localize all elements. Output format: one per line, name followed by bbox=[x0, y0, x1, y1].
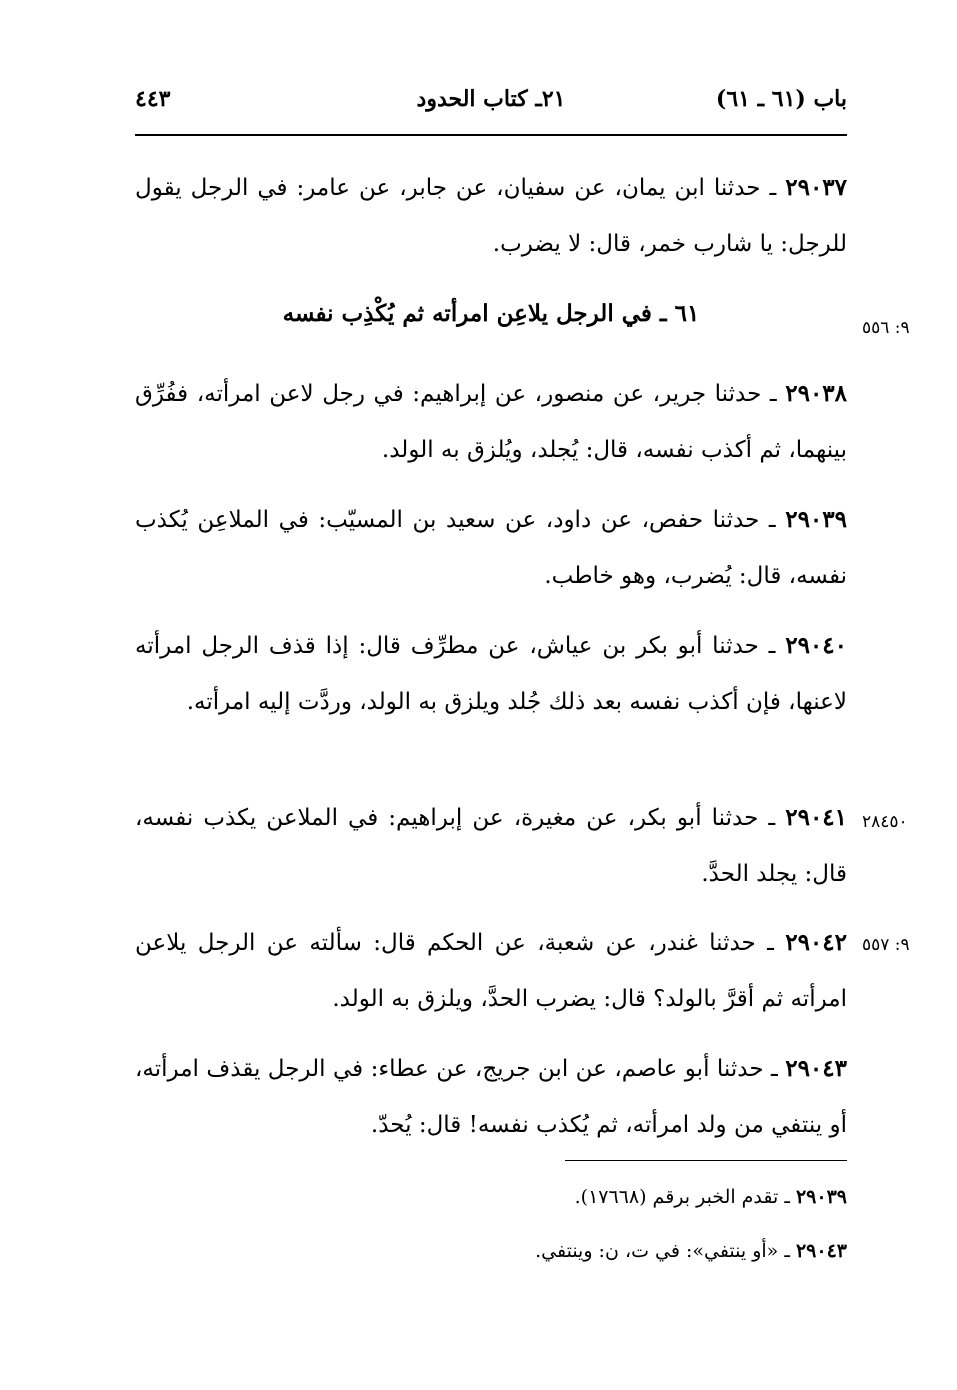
hadith-29039 bbox=[135, 492, 847, 604]
hadith-number: ٢٩٠٣٧ bbox=[785, 174, 848, 201]
footnote-text: ـ «أو ينتفي»: في ت، ن: وينتفي. bbox=[535, 1240, 790, 1262]
footnote-number: ٢٩٠٤٣ bbox=[795, 1240, 847, 1262]
footnote-number: ٢٩٠٣٩ bbox=[795, 1186, 847, 1208]
hadith-number: ٢٩٠٤٢ bbox=[785, 929, 847, 956]
footnote-29039 bbox=[135, 1186, 847, 1208]
header-divider bbox=[135, 134, 847, 136]
header-page-number: ٤٤٣ bbox=[135, 86, 171, 112]
hadith-text: ـ حدثنا أبو عاصم، عن ابن جريج، عن عطاء: في الرجل يقذف امرأته، أو ينتفي من ولد امرأته، ثم يُكذب نفسه! قال: يُحدّ. bbox=[135, 1056, 847, 1138]
hadith-text: ـ حدثنا ابن يمان، عن سفيان، عن جابر، عن عامر: في الرجل يقول للرجل: يا شارب خمر، قال: لا يضرب. bbox=[135, 175, 847, 257]
hadith-29040 bbox=[135, 618, 847, 730]
margin-reference: ٩: ٥٥٦ bbox=[862, 318, 910, 338]
footnote-29043 bbox=[135, 1240, 847, 1262]
hadith-number: ٢٩٠٤٠ bbox=[785, 632, 847, 659]
hadith-number: ٢٩٠٣٨ bbox=[785, 380, 848, 407]
hadith-text: ـ حدثنا حفص، عن داود، عن سعيد بن المسيّب: في الملاعِن يُكذب نفسه، قال: يُضرب، وهو خاطب. bbox=[135, 507, 847, 589]
hadith-text: ـ حدثنا جرير، عن منصور، عن إبراهيم: في رجل لاعن امرأته، ففُرِّق بينهما، ثم أكذب نفسه، قال: يُجلد، ويُلزق به الولد. bbox=[135, 381, 847, 463]
page-header bbox=[135, 86, 847, 122]
hadith-number: ٢٩٠٣٩ bbox=[785, 506, 847, 533]
margin-reference: ٢٨٤٥٠ bbox=[862, 812, 908, 832]
header-book-title: ٢١ـ كتاب الحدود bbox=[416, 86, 566, 112]
hadith-number: ٢٩٠٤١ bbox=[785, 804, 848, 831]
hadith-text: ـ حدثنا غندر، عن شعبة، عن الحكم قال: سألته عن الرجل يلاعن امرأته ثم أقرَّ بالولد؟ قال: يضرب الحدَّ، ويلزق به الولد. bbox=[135, 930, 847, 1012]
margin-reference: ٩: ٥٥٧ bbox=[862, 935, 910, 955]
hadith-text: ـ حدثنا أبو بكر، عن مغيرة، عن إبراهيم: في الملاعن يكذب نفسه، قال: يجلد الحدَّ. bbox=[135, 805, 847, 887]
hadith-number: ٢٩٠٤٣ bbox=[785, 1055, 847, 1082]
footnote-divider bbox=[565, 1160, 847, 1161]
footnote-text: ـ تقدم الخبر برقم (١٧٦٦٨). bbox=[574, 1186, 790, 1208]
hadith-29037 bbox=[135, 160, 847, 272]
hadith-29042 bbox=[135, 915, 847, 1027]
chapter-heading: ٦١ ـ في الرجل يلاعِن امرأته ثم يُكْذِب نفسه bbox=[282, 300, 700, 327]
hadith-29041 bbox=[135, 790, 847, 902]
hadith-29038 bbox=[135, 366, 847, 478]
hadith-text: ـ حدثنا أبو بكر بن عياش، عن مطرِّف قال: إذا قذف الرجل امرأته لاعنها، فإن أكذب نفسه بعد ذلك جُلد ويلزق به الولد، وردَّت إليه امرأته. bbox=[135, 633, 847, 715]
header-chapter-range: باب (٦١ ـ ٦١) bbox=[715, 86, 847, 112]
hadith-29043 bbox=[135, 1041, 847, 1153]
